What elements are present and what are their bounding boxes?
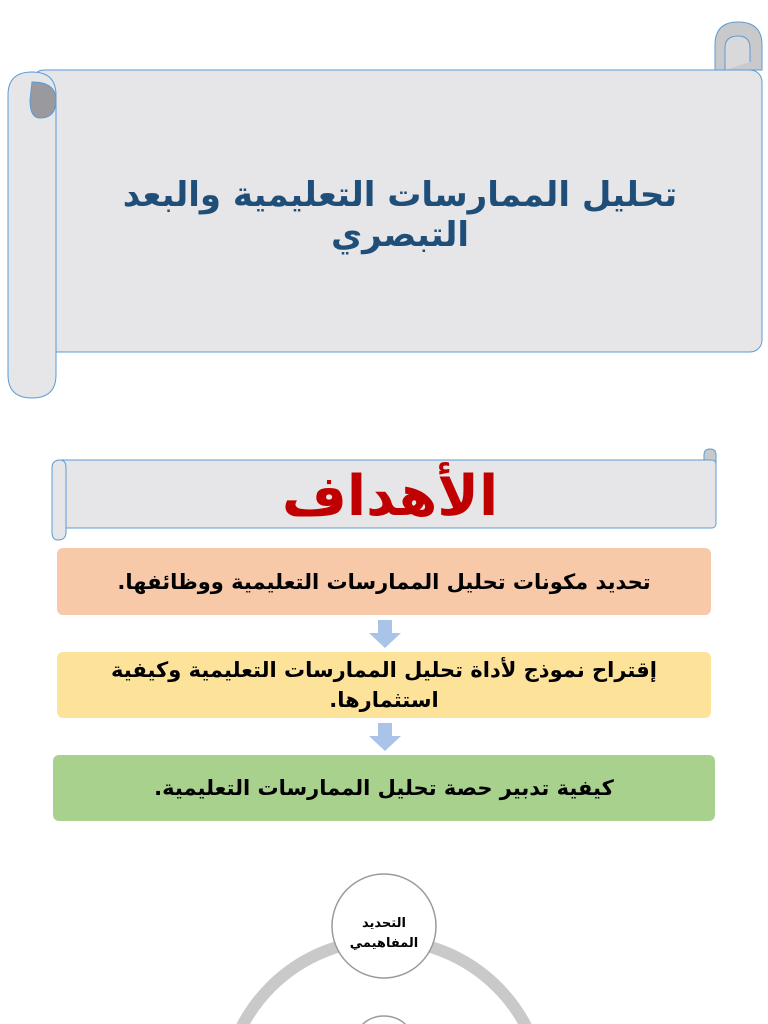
cycle-inner-node [352,1016,416,1024]
goals-heading: الأهداف [281,463,499,529]
goal-item-1: تحديد مكونات تحليل الممارسات التعليمية ووظائفها. [57,548,711,615]
goal-item-3: كيفية تدبير حصة تحليل الممارسات التعليمية. [53,755,715,821]
arrow-down-icon [369,723,401,751]
cycle-node-label: التحديد المفاهيمي [349,916,419,951]
page-title: تحليل الممارسات التعليمية والبعد التبصري [122,175,678,255]
arrow-down-icon [369,620,401,648]
goal-item-2: إقتراح نموذج لأداة تحليل الممارسات التعليمية وكيفية استثمارها. [57,652,711,718]
